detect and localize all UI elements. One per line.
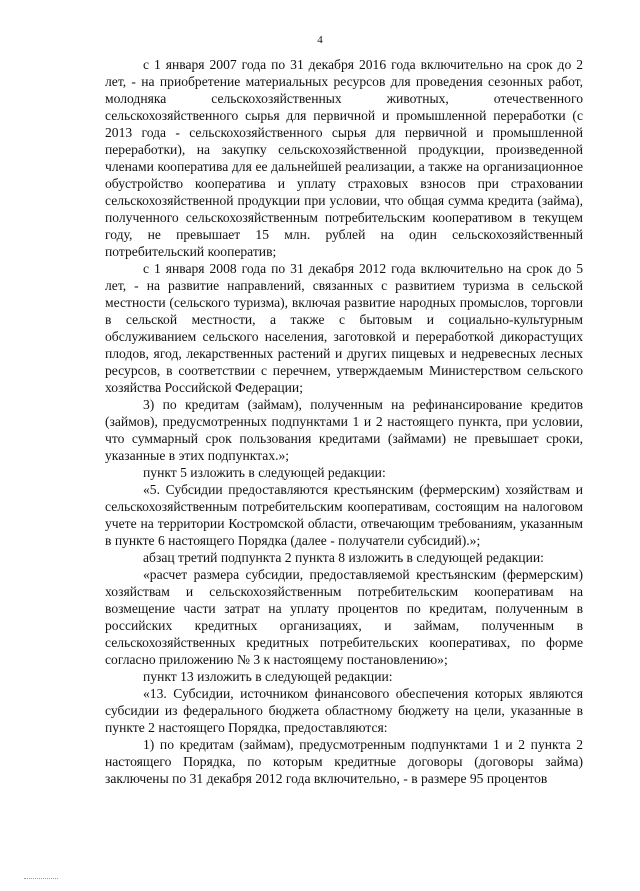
paragraph-point-13-text: «13. Субсидии, источником финансового обеспечения которых являются субсидии из федерального бюджета областному бюджету на цели, указанные в пункте 2 настоящего Порядка, предоставляются: [105, 686, 583, 735]
page-number: 4 [317, 34, 323, 46]
paragraph-point-13-item-1: 1) по кредитам (займам), предусмотренным подпунктами 1 и 2 пункта 2 настоящего Порядка, по которым кредитные договоры (договоры займа) заключены по 31 декабря 2012 года включительно, - в размере 95 процентов [105, 737, 583, 786]
paragraph-point-5-text: «5. Субсидии предоставляются крестьянским (фермерским) хозяйствам и сельскохозяйственным потребительским кооперативам, состоящим на налоговом учете на территории Костромской области, отвечающим требованиям, указанным в пункте 6 настоящего Порядка (далее - получатели субсидий).»; [105, 482, 583, 548]
paragraph-amend-point-8: абзац третий подпункта 2 пункта 8 изложить в следующей редакции: [143, 550, 544, 565]
paragraph-point-8-text: «расчет размера субсидии, предоставляемой крестьянским (фермерским) хозяйствам и сельскохозяйственным потребительским кооперативам на возмещение части затрат на уплату процентов по кредитам, полученным в российских кредитных организациях, и займам, полученным в сельскохозяйственных кредитных потребительских кооперативах, по форме согласно приложению № 3 к настоящему постановлению»; [105, 567, 583, 667]
paragraph-refinancing: 3) по кредитам (займам), полученным на рефинансирование кредитов (займов), предусмотренных подпунктами 1 и 2 настоящего пункта, при условии, что суммарный срок пользования кредитами (займами) не превышает сроки, указанные в этих подпунктах.»; [105, 397, 583, 463]
scan-edge-mark [24, 878, 58, 879]
paragraph-credit-2007-2016: с 1 января 2007 года по 31 декабря 2016 года включительно на срок до 2 лет, - на приобретение материальных ресурсов для проведения сезонных работ, молодняка сельскохозяйственных животных, отечественного сельскохозяйственного сырья для первичной и промышленной переработки (с 2013 года - сельскохозяйственного сырья для первичной и промышленной переработки), на закупку сельскохозяйственной продукции, произведенной членами кооператива для ее дальнейшей реализации, а также на организационное обустройство кооператива и уплату страховых взносов при страховании сельскохозяйственной продукции при условии, что общая сумма кредита (займа), полученного сельскохозяйственным потребительским кооперативом в текущем году, не превышает 15 млн. рублей на один сельскохозяйственный потребительский кооператив; [105, 57, 583, 259]
paragraph-credit-2008-2012: с 1 января 2008 года по 31 декабря 2012 года включительно на срок до 5 лет, - на развитие направлений, связанных с развитием туризма в сельской местности (сельского туризма), включая развитие народных промыслов, торговли в сельской местности, а также с бытовым и социально-культурным обслуживанием сельского населения, заготовкой и переработкой дикорастущих плодов, ягод, лекарственных растений и других пищевых и недревесных лесных ресурсов, в соответствии с перечнем, утверждаемым Министерством сельского хозяйства Российской Федерации; [105, 261, 583, 395]
paragraph-amend-point-5: пункт 5 изложить в следующей редакции: [143, 465, 386, 480]
paragraph-amend-point-13: пункт 13 изложить в следующей редакции: [143, 669, 393, 684]
document-body [105, 56, 583, 787]
